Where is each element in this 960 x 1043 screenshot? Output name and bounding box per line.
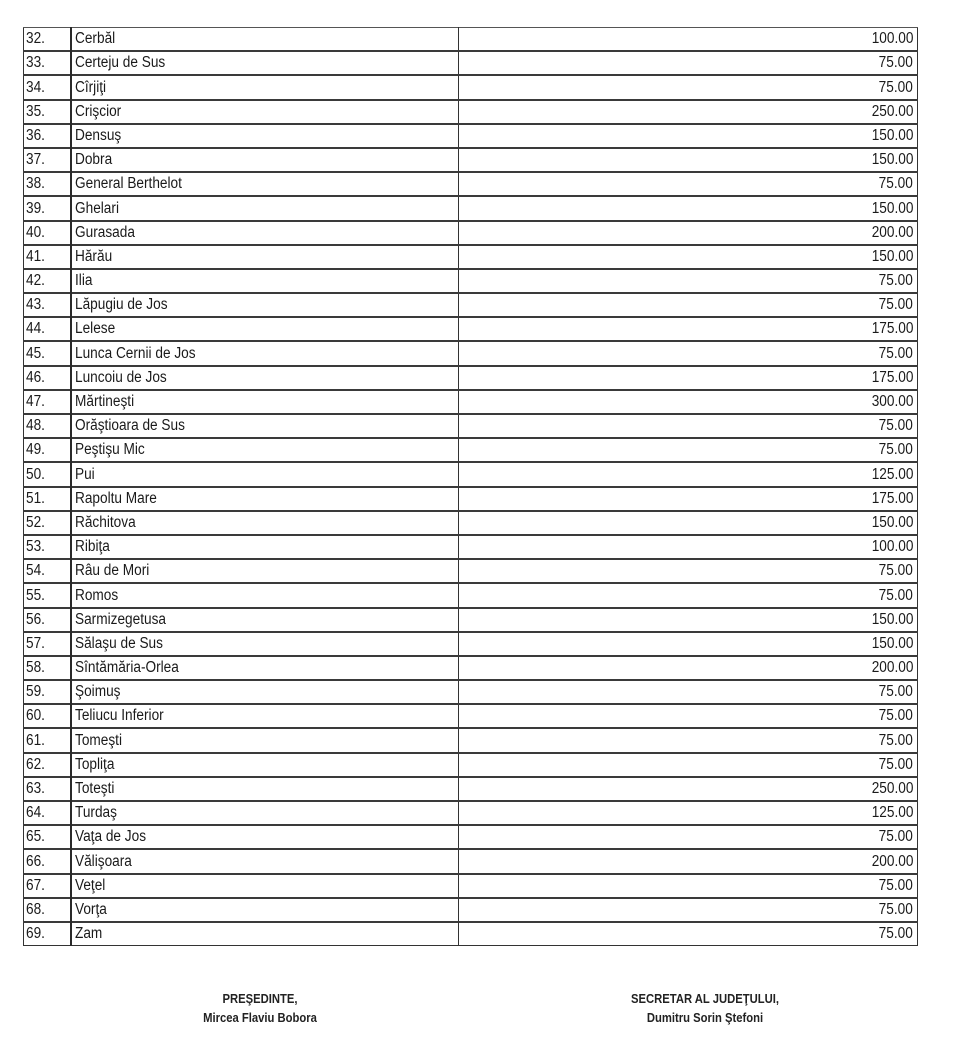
- row-number-cell: [24, 100, 72, 124]
- table-row: [24, 75, 918, 99]
- table-row: [24, 293, 918, 317]
- row-number: 39.: [26, 199, 45, 217]
- amount-value-cell: [459, 608, 918, 632]
- locality-name: Crişcior: [75, 102, 122, 120]
- locality-name: Dobra: [75, 151, 113, 169]
- locality-name: Certeju de Sus: [75, 54, 166, 72]
- locality-name-cell: [71, 51, 459, 75]
- row-number: 42.: [26, 272, 45, 290]
- amount-value-cell: [459, 293, 918, 317]
- table-row: [24, 874, 918, 898]
- table-row: [24, 632, 918, 656]
- table-row: [24, 269, 918, 293]
- row-number-cell: [24, 317, 72, 341]
- row-number: 33.: [26, 54, 45, 72]
- locality-name: Hărău: [75, 247, 113, 265]
- amount-value-cell: [459, 462, 918, 486]
- locality-name: Vălişoara: [75, 852, 132, 870]
- amount-value-cell: [459, 680, 918, 704]
- amount-value-cell: [459, 148, 918, 172]
- row-number-cell: [24, 341, 72, 365]
- locality-name: Ghelari: [75, 199, 119, 217]
- locality-name-cell: [71, 511, 459, 535]
- locality-name-cell: [71, 608, 459, 632]
- row-number: 47.: [26, 393, 45, 410]
- amount-value-cell: [459, 317, 918, 341]
- amount-value-cell: [459, 75, 918, 99]
- table-row: [24, 535, 918, 559]
- row-number-cell: [24, 148, 72, 172]
- amount-value-cell: [459, 922, 918, 946]
- locality-name-cell: [71, 680, 459, 704]
- amount-value: 250.00: [871, 780, 913, 797]
- locality-name-cell: [71, 753, 459, 777]
- amount-value: 175.00: [871, 320, 913, 338]
- row-number-cell: [24, 51, 72, 75]
- table-row: [24, 728, 918, 752]
- amount-value: 75.00: [878, 731, 913, 749]
- locality-name: Sălaşu de Sus: [75, 634, 163, 652]
- locality-name-cell: [71, 849, 459, 873]
- locality-name: Sarmizegetusa: [75, 610, 166, 628]
- row-number: 69.: [26, 925, 45, 943]
- row-number-cell: [24, 874, 72, 898]
- table-row: [24, 341, 918, 365]
- row-number-cell: [24, 221, 72, 245]
- amount-value-cell: [459, 559, 918, 583]
- amount-value: 100.00: [871, 538, 913, 556]
- row-number: 64.: [26, 804, 45, 822]
- amount-value: 200.00: [871, 852, 913, 870]
- amount-value-cell: [459, 28, 918, 52]
- locality-name: Lăpugiu de Jos: [75, 296, 168, 314]
- table-row: [24, 680, 918, 704]
- amount-value: 125.00: [871, 465, 913, 483]
- table-row: [24, 801, 918, 825]
- row-number-cell: [24, 390, 72, 414]
- row-number: 48.: [26, 417, 45, 435]
- row-number: 44.: [26, 320, 45, 338]
- locality-name: Lelese: [75, 320, 116, 338]
- locality-name: Toteşti: [75, 780, 115, 797]
- row-number: 53.: [26, 538, 45, 556]
- amount-value: 75.00: [878, 54, 913, 72]
- table-row: [24, 608, 918, 632]
- amount-value-cell: [459, 656, 918, 680]
- locality-name: Lunca Cernii de Jos: [75, 344, 196, 362]
- amount-value: 75.00: [878, 296, 913, 314]
- locality-name-cell: [71, 414, 459, 438]
- row-number-cell: [24, 801, 72, 825]
- locality-name: Gurasada: [75, 223, 135, 241]
- amount-value: 150.00: [871, 247, 913, 265]
- row-number: 46.: [26, 368, 45, 386]
- table-row: [24, 511, 918, 535]
- row-number-cell: [24, 753, 72, 777]
- locality-name-cell: [71, 922, 459, 946]
- amount-value-cell: [459, 898, 918, 922]
- row-number-cell: [24, 438, 72, 462]
- locality-name-cell: [71, 704, 459, 728]
- amount-value: 75.00: [878, 900, 913, 918]
- locality-name-cell: [71, 656, 459, 680]
- locality-name: Romos: [75, 586, 119, 604]
- amount-value: 75.00: [878, 586, 913, 604]
- table-row: [24, 317, 918, 341]
- row-number-cell: [24, 293, 72, 317]
- row-number: 35.: [26, 102, 45, 120]
- amount-value: 75.00: [878, 417, 913, 435]
- amount-value: 300.00: [871, 393, 913, 410]
- table-row: [24, 656, 918, 680]
- amount-value: 75.00: [878, 828, 913, 846]
- table-row: [24, 898, 918, 922]
- row-number: 65.: [26, 828, 45, 846]
- row-number: 34.: [26, 78, 45, 96]
- locality-name: Topliţa: [75, 755, 115, 773]
- row-number-cell: [24, 414, 72, 438]
- table-row: [24, 366, 918, 390]
- table-body: [24, 28, 918, 946]
- amount-value: 75.00: [878, 272, 913, 290]
- amount-value: 100.00: [871, 30, 913, 48]
- locality-name: Luncoiu de Jos: [75, 368, 167, 386]
- table-row: [24, 849, 918, 873]
- row-number: 49.: [26, 441, 45, 459]
- row-number-cell: [24, 632, 72, 656]
- locality-name: Cîrjiţi: [75, 78, 107, 96]
- amount-value: 75.00: [878, 78, 913, 96]
- row-number-cell: [24, 511, 72, 535]
- locality-name-cell: [71, 75, 459, 99]
- president-signature: [150, 990, 370, 1028]
- amount-value: 75.00: [878, 344, 913, 362]
- table-row: [24, 922, 918, 946]
- locality-name: Orăştioara de Sus: [75, 417, 185, 435]
- locality-name-cell: [71, 366, 459, 390]
- row-number: 37.: [26, 151, 45, 169]
- amount-value-cell: [459, 753, 918, 777]
- table-row: [24, 753, 918, 777]
- row-number-cell: [24, 559, 72, 583]
- row-number-cell: [24, 849, 72, 873]
- table-row: [24, 777, 918, 801]
- amount-value: 150.00: [871, 513, 913, 531]
- locality-name-cell: [71, 317, 459, 341]
- locality-name: Vorţa: [75, 900, 107, 918]
- locality-name: Tomeşti: [75, 731, 122, 749]
- amount-value: 75.00: [878, 755, 913, 773]
- row-number: 57.: [26, 634, 45, 652]
- amount-value: 75.00: [878, 925, 913, 943]
- locality-name-cell: [71, 100, 459, 124]
- locality-name-cell: [71, 196, 459, 220]
- locality-name-cell: [71, 874, 459, 898]
- table-row: [24, 196, 918, 220]
- amount-value-cell: [459, 874, 918, 898]
- amount-value: 150.00: [871, 610, 913, 628]
- amount-value: 150.00: [871, 634, 913, 652]
- row-number: 56.: [26, 610, 45, 628]
- amount-value-cell: [459, 825, 918, 849]
- amount-value: 200.00: [871, 659, 913, 677]
- row-number: 59.: [26, 683, 45, 701]
- amount-value: 200.00: [871, 223, 913, 241]
- amount-value-cell: [459, 632, 918, 656]
- row-number: 41.: [26, 247, 45, 265]
- row-number: 63.: [26, 780, 45, 797]
- row-number: 55.: [26, 586, 45, 604]
- locality-name: Pui: [75, 465, 95, 483]
- locality-name-cell: [71, 559, 459, 583]
- row-number-cell: [24, 656, 72, 680]
- row-number-cell: [24, 196, 72, 220]
- amount-value: 75.00: [878, 562, 913, 580]
- locality-name: Mărtineşti: [75, 393, 135, 410]
- locality-name-cell: [71, 898, 459, 922]
- row-number-cell: [24, 245, 72, 269]
- amount-value-cell: [459, 849, 918, 873]
- table-row: [24, 583, 918, 607]
- amount-value-cell: [459, 269, 918, 293]
- row-number-cell: [24, 75, 72, 99]
- amount-value-cell: [459, 777, 918, 801]
- president-name: Mircea Flaviu Bobora: [203, 1011, 317, 1025]
- amount-value-cell: [459, 438, 918, 462]
- row-number-cell: [24, 898, 72, 922]
- secretary-signature: [575, 990, 835, 1028]
- table-row: [24, 51, 918, 75]
- locality-name-cell: [71, 728, 459, 752]
- row-number-cell: [24, 680, 72, 704]
- amount-value-cell: [459, 704, 918, 728]
- table-row: [24, 245, 918, 269]
- amount-value-cell: [459, 366, 918, 390]
- locality-name-cell: [71, 124, 459, 148]
- table-row: [24, 487, 918, 511]
- locality-name-cell: [71, 148, 459, 172]
- locality-name-cell: [71, 632, 459, 656]
- amount-value: 75.00: [878, 876, 913, 894]
- locality-name-cell: [71, 438, 459, 462]
- amount-value: 75.00: [878, 707, 913, 725]
- row-number: 52.: [26, 513, 45, 531]
- table-row: [24, 28, 918, 52]
- amount-value-cell: [459, 487, 918, 511]
- amount-value-cell: [459, 535, 918, 559]
- amount-value-cell: [459, 414, 918, 438]
- row-number: 45.: [26, 344, 45, 362]
- row-number-cell: [24, 728, 72, 752]
- table-row: [24, 414, 918, 438]
- locality-name-cell: [71, 269, 459, 293]
- amount-value-cell: [459, 583, 918, 607]
- amount-value: 75.00: [878, 683, 913, 701]
- table-row: [24, 462, 918, 486]
- amount-value-cell: [459, 196, 918, 220]
- locality-name: Ilia: [75, 272, 93, 290]
- locality-name-cell: [71, 172, 459, 196]
- row-number-cell: [24, 462, 72, 486]
- locality-name: Zam: [75, 925, 103, 943]
- locality-name-cell: [71, 487, 459, 511]
- row-number-cell: [24, 608, 72, 632]
- row-number-cell: [24, 583, 72, 607]
- locality-name: General Berthelot: [75, 175, 182, 193]
- table-row: [24, 559, 918, 583]
- table-row: [24, 124, 918, 148]
- table-row: [24, 825, 918, 849]
- locality-name: Răchitova: [75, 513, 136, 531]
- locality-name-cell: [71, 221, 459, 245]
- row-number: 60.: [26, 707, 45, 725]
- row-number: 58.: [26, 659, 45, 677]
- amount-value: 150.00: [871, 199, 913, 217]
- row-number-cell: [24, 704, 72, 728]
- allocation-table: [23, 27, 918, 946]
- locality-name: Turdaş: [75, 804, 117, 822]
- locality-name-cell: [71, 462, 459, 486]
- row-number: 32.: [26, 30, 45, 48]
- amount-value-cell: [459, 728, 918, 752]
- row-number: 40.: [26, 223, 45, 241]
- amount-value: 250.00: [871, 102, 913, 120]
- locality-name: Teliucu Inferior: [75, 707, 164, 725]
- president-title: PREŞEDINTE,: [222, 992, 298, 1006]
- locality-name: Sîntămăria-Orlea: [75, 659, 179, 677]
- locality-name-cell: [71, 535, 459, 559]
- table-row: [24, 148, 918, 172]
- amount-value-cell: [459, 124, 918, 148]
- amount-value-cell: [459, 172, 918, 196]
- locality-name-cell: [71, 777, 459, 801]
- amount-value-cell: [459, 801, 918, 825]
- amount-value: 75.00: [878, 175, 913, 193]
- locality-name: Peştişu Mic: [75, 441, 145, 459]
- locality-name-cell: [71, 28, 459, 52]
- row-number: 54.: [26, 562, 45, 580]
- row-number-cell: [24, 172, 72, 196]
- amount-value-cell: [459, 511, 918, 535]
- locality-name: Vaţa de Jos: [75, 828, 147, 846]
- amount-value: 175.00: [871, 489, 913, 507]
- row-number-cell: [24, 487, 72, 511]
- table-row: [24, 172, 918, 196]
- table-row: [24, 221, 918, 245]
- amount-value: 150.00: [871, 151, 913, 169]
- locality-name-cell: [71, 390, 459, 414]
- row-number-cell: [24, 922, 72, 946]
- amount-value: 150.00: [871, 126, 913, 144]
- row-number: 50.: [26, 465, 45, 483]
- table-row: [24, 438, 918, 462]
- row-number: 36.: [26, 126, 45, 144]
- row-number: 51.: [26, 489, 45, 507]
- locality-name: Cerbăl: [75, 30, 116, 48]
- locality-name-cell: [71, 293, 459, 317]
- row-number: 62.: [26, 755, 45, 773]
- amount-value-cell: [459, 51, 918, 75]
- amount-value-cell: [459, 221, 918, 245]
- row-number: 61.: [26, 731, 45, 749]
- amount-value-cell: [459, 100, 918, 124]
- row-number: 67.: [26, 876, 45, 894]
- locality-name: Rapoltu Mare: [75, 489, 157, 507]
- row-number-cell: [24, 777, 72, 801]
- row-number: 43.: [26, 296, 45, 314]
- locality-name: Şoimuş: [75, 683, 121, 701]
- locality-name-cell: [71, 341, 459, 365]
- row-number-cell: [24, 269, 72, 293]
- amount-value: 75.00: [878, 441, 913, 459]
- amount-value-cell: [459, 341, 918, 365]
- amount-value-cell: [459, 245, 918, 269]
- row-number-cell: [24, 825, 72, 849]
- secretary-title: SECRETAR AL JUDEŢULUI,: [631, 992, 779, 1006]
- row-number-cell: [24, 124, 72, 148]
- secretary-name: Dumitru Sorin Ştefoni: [646, 1011, 764, 1025]
- row-number: 66.: [26, 852, 45, 870]
- row-number-cell: [24, 28, 72, 52]
- locality-name-cell: [71, 583, 459, 607]
- amount-value: 125.00: [871, 804, 913, 822]
- locality-name: Ribiţa: [75, 538, 110, 556]
- locality-name: Densuş: [75, 126, 122, 144]
- row-number: 38.: [26, 175, 45, 193]
- row-number-cell: [24, 535, 72, 559]
- amount-value: 175.00: [871, 368, 913, 386]
- row-number-cell: [24, 366, 72, 390]
- table-row: [24, 100, 918, 124]
- row-number: 68.: [26, 900, 45, 918]
- table-row: [24, 390, 918, 414]
- locality-name-cell: [71, 245, 459, 269]
- table-row: [24, 704, 918, 728]
- locality-name-cell: [71, 801, 459, 825]
- locality-name-cell: [71, 825, 459, 849]
- locality-name: Râu de Mori: [75, 562, 150, 580]
- locality-name: Veţel: [75, 876, 106, 894]
- amount-value-cell: [459, 390, 918, 414]
